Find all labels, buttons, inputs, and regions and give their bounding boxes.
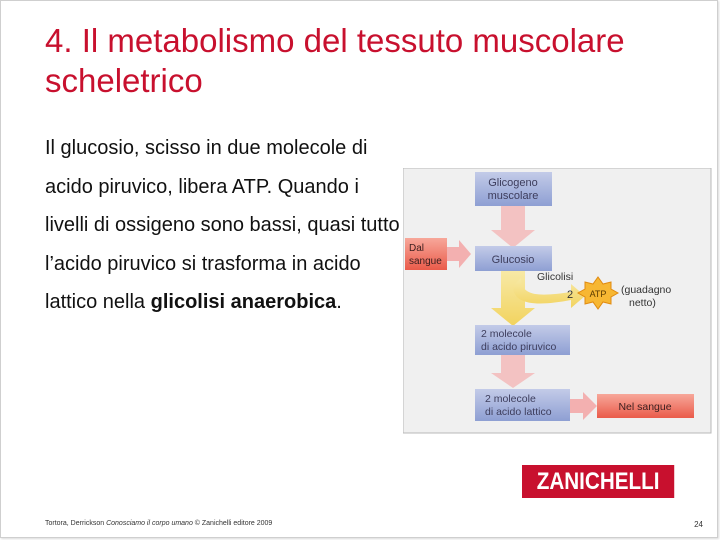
glucose-label: Glucosio: [491, 254, 535, 266]
pyruvic-label-2: di acido piruvico: [481, 341, 557, 353]
glycolysis-diagram: [403, 168, 713, 435]
glycolysis-label: Glicolisi: [537, 271, 574, 283]
glycogen-label-1: Glicogeno: [488, 177, 538, 189]
to-blood-label: Nel sangue: [618, 401, 672, 413]
pyruvic-label-1: 2 molecole: [481, 328, 532, 340]
title-text: Il metabolismo del tessuto muscolare scheletrico: [45, 22, 625, 99]
lactic-label-2: di acido lattico: [485, 406, 552, 418]
glycogen-label-2: muscolare: [487, 190, 539, 202]
net-gain-label-1: (guadagno: [621, 284, 672, 296]
body-text-part1: Il glucosio, scisso in due molecole di acido piruvico, libera ATP. Quando i livelli di ossigeno sono bassi, quasi tutto l’acido piruvico si trasforma in acido lattico nella: [45, 137, 400, 313]
footer-publisher: © Zanichelli editore 2009: [192, 520, 273, 527]
footer-credit: [45, 520, 272, 527]
footer-book: Conosciamo il corpo umano: [106, 520, 193, 527]
page-number: 24: [694, 520, 703, 529]
atp-count: 2: [567, 289, 574, 301]
body-paragraph: [45, 129, 405, 322]
body-text-bold: glicolisi anaerobica: [150, 291, 337, 313]
net-gain-label-2: netto): [629, 297, 656, 309]
from-blood-label-1: Dal: [409, 243, 425, 254]
body-text-part2: .: [336, 291, 342, 313]
from-blood-label-2: sangue: [409, 256, 442, 267]
atp-label: ATP: [589, 289, 607, 299]
title-number: 4.: [45, 22, 73, 59]
zanichelli-logo: ZANICHELLI: [522, 465, 674, 498]
slide-title: [45, 21, 685, 101]
lactic-label-1: 2 molecole: [485, 393, 536, 405]
footer-authors: Tortora, Derrickson: [45, 520, 107, 527]
